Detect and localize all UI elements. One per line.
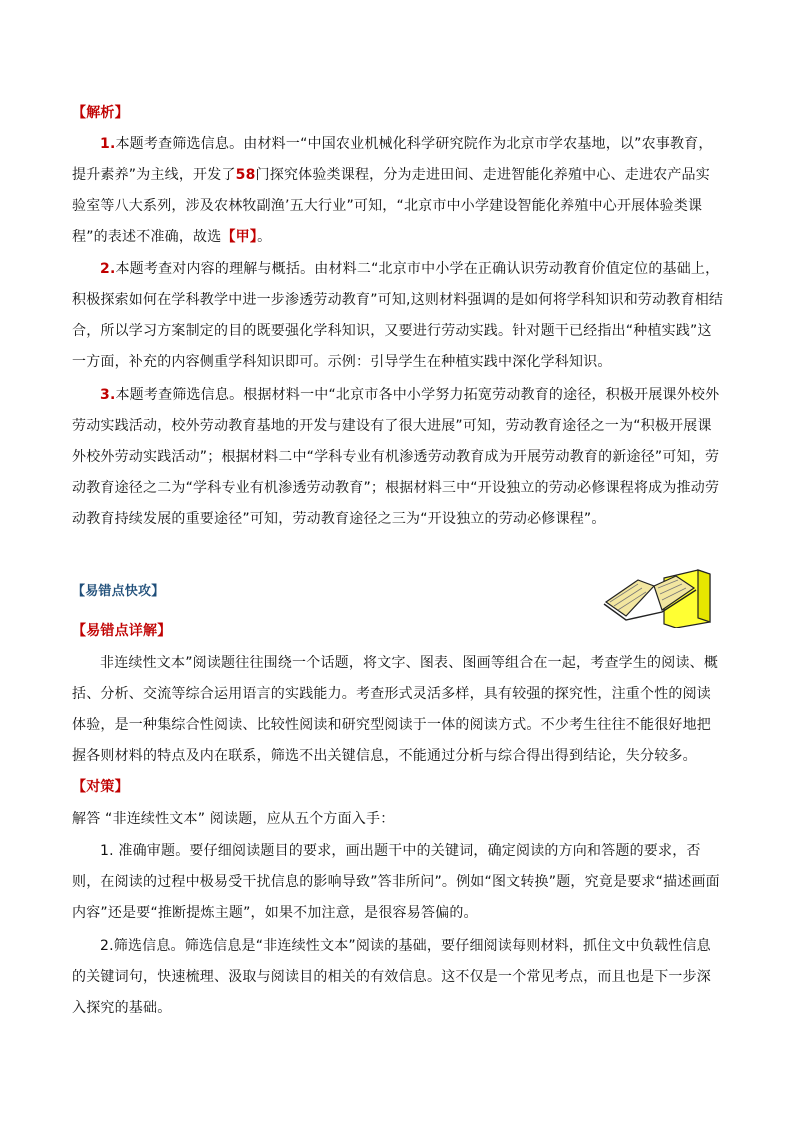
analysis-item-3	[72, 380, 724, 535]
tips-heading: 【易错点快攻】	[72, 584, 165, 599]
analysis-heading: 【解析】	[72, 105, 129, 121]
item-text: 。	[257, 229, 272, 245]
item-text: 本题考查筛选信息。由材料一“中国农业机械化科学研究院作为北京市学农基地，以”农事教育，提升素养”为主线，开发了	[72, 136, 713, 183]
strategy-point-1: 1. 准确审题。要仔细阅读题目的要求，画出题干中的关键词，确定阅读的方向和答题的要求，否则，在阅读的过程中极易受干扰信息的影响导致”答非所问”。例如“图文转换”题，究竟是要求“描述画面内容”还是要“推断提炼主题”，如果不加注意，是很容易答偏的。	[72, 843, 720, 921]
item-text: 门探究体验类课程，分为走进田间、走进智能化养殖中心、走进农产品实验室等八大系列，涉及农林牧副渔’五大行业”可知，“北京市中小学建设智能化养殖中心开展体验类课程”的表述不准确，故选	[72, 167, 710, 245]
strategy-intro: 解答 “非连续性文本” 阅读题，应从五个方面入手：	[72, 811, 395, 827]
analysis-item-1	[72, 129, 724, 253]
item-number: 3.	[100, 387, 116, 403]
tips-detail-heading: 【易错点详解】	[72, 623, 172, 639]
strategy-heading: 【对策】	[72, 779, 129, 795]
tips-detail-text: 非连续性文本”阅读题往往围绕一个话题，将文字、图表、图画等组合在一起，考查学生的阅读、概括、分析、交流等综合运用语言的实践能力。考查形式灵活多样，具有较强的探究性，注重个性的阅读体验，是一种集综合性阅读、比较性阅读和研究型阅读于一体的阅读方式。不少考生往往不能很好地把握各则材料的特点及内在联系，筛选不出关键信息，不能通过分析与综合得出得到结论，失分较多。	[72, 655, 719, 764]
strategy-point-2: 2.筛选信息。筛选信息是“非连续性文本”阅读的基础，要仔细阅读每则材料，抓住文中负载性信息的关键词句，快速梳理、汲取与阅读目的相关的有效信息。这不仅是一个常见考点，而且也是下一步深入探究的基础。	[72, 938, 711, 1016]
item-number: 1.	[100, 136, 116, 152]
analysis-item-2	[72, 254, 724, 378]
course-count: 58	[235, 167, 256, 183]
item-text: 本题考查筛选信息。根据材料一中“北京市各中小学努力拓宽劳动教育的途径，积极开展课外校外劳动实践活动，校外劳动教育基地的开发与建设有了很大进展”可知，劳动教育途径之一为“积极开展课外校外劳动实践活动”；根据材料二中“学科专业有机渗透劳动教育成为开展劳动教育的新途径”可知，劳动教育途径之二为“学科专业有机渗透劳动教育”；根据材料三中“开设独立的劳动必修课程将成为推动劳动教育持续发展的重要途径”可知，劳动教育途径之三为“开设独立的劳动必修课程”。	[72, 387, 720, 527]
item-number: 2.	[100, 261, 116, 277]
item-text: 本题考查对内容的理解与概括。由材料二“北京市中小学在正确认识劳动教育价值定位的基础上，积极探索如何在学科教学中进一步渗透劳动教育”可知,这则材料强调的是如何将学科知识和劳动教育相结合，所以学习方案制定的目的既要强化学科知识，又要进行劳动实践。针对题干已经指出“种植实践”这一方面，补充的内容侧重学科知识即可。示例：引导学生在种植实践中深化学科知识。	[72, 261, 724, 370]
answer-label: 【甲】	[221, 229, 258, 245]
